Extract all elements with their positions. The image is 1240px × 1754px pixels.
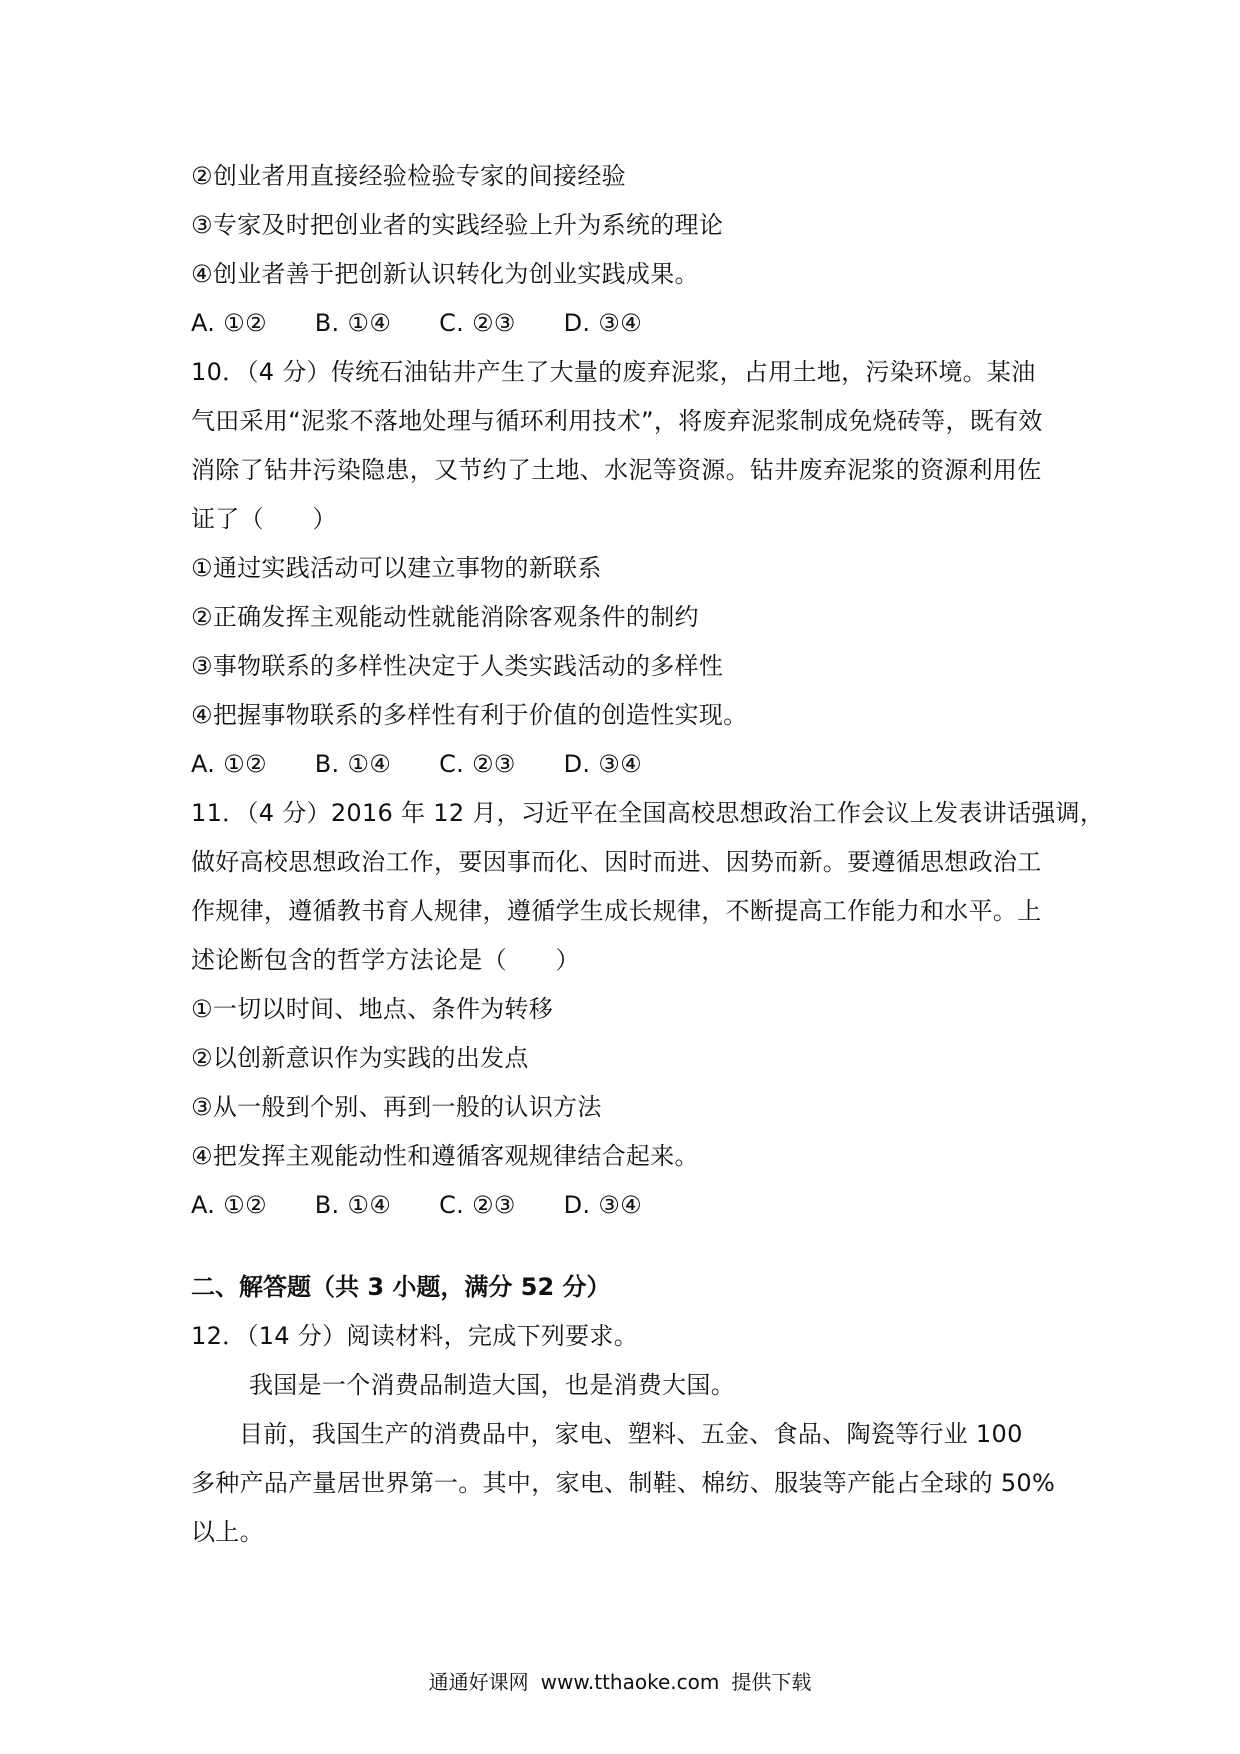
q11-item-3: ③从一般到个别、再到一般的认识方法 — [191, 1093, 602, 1121]
q11-option-d: D. ③④ — [563, 1191, 642, 1219]
q10-option-b: B. ①④ — [314, 750, 392, 778]
q12-stem: 12．（14 分）阅读材料，完成下列要求。 — [191, 1322, 639, 1350]
q10-stem-line-2: 气田采用“泥浆不落地处理与循环利用技术”，将废弃泥浆制成免烧砖等，既有效 — [191, 407, 1043, 435]
q9-option-b: B. ①④ — [314, 309, 392, 337]
q10-stem-line-1: 10．（4 分）传统石油钻井产生了大量的废弃泥浆，占用土地，污染环境。某油 — [191, 358, 1036, 386]
q9-item-3: ③专家及时把创业者的实践经验上升为系统的理论 — [191, 211, 724, 239]
question-11 — [191, 789, 1105, 1230]
q11-option-a: A. ①② — [191, 1191, 267, 1219]
q12-paragraph-1: 我国是一个消费品制造大国，也是消费大国。 — [249, 1371, 735, 1399]
q10-option-d: D. ③④ — [563, 750, 642, 778]
q9-option-d: D. ③④ — [563, 309, 642, 337]
footer-note: 提供下载 — [731, 1670, 812, 1694]
q9-item-2: ②创业者用直接经验检验专家的间接经验 — [191, 162, 626, 190]
q9-option-a: A. ①② — [191, 309, 267, 337]
q10-item-4: ④把握事物联系的多样性有利于价值的创造性实现。 — [191, 701, 748, 729]
q11-option-b: B. ①④ — [314, 1191, 392, 1219]
q12-paragraph-2-line-1: 目前，我国生产的消费品中，家电、塑料、五金、食品、陶瓷等行业 100 — [239, 1420, 1023, 1448]
q11-item-1: ①一切以时间、地点、条件为转移 — [191, 995, 554, 1023]
q12-paragraph-2-line-3: 以上。 — [191, 1518, 264, 1546]
q11-options — [191, 1181, 1061, 1230]
question-10 — [191, 348, 1061, 789]
q11-stem-line-2: 做好高校思想政治工作，要因事而化、因时而进、因势而新。要遵循思想政治工 — [191, 848, 1042, 876]
page-footer — [0, 1668, 1240, 1696]
q10-stem-line-4: 证了（ ） — [191, 505, 337, 533]
q11-option-c: C. ②③ — [439, 1191, 516, 1219]
q10-item-3: ③事物联系的多样性决定于人类实践活动的多样性 — [191, 652, 724, 680]
q9-option-c: C. ②③ — [439, 309, 516, 337]
question-12 — [191, 1312, 1061, 1557]
q11-stem-line-3: 作规律，遵循教书育人规律，遵循学生成长规律，不断提高工作能力和水平。上 — [191, 897, 1042, 925]
footer-site-name: 通通好课网 — [428, 1670, 529, 1694]
q10-item-1: ①通过实践活动可以建立事物的新联系 — [191, 554, 602, 582]
q12-paragraph-2-line-2: 多种产品产量居世界第一。其中，家电、制鞋、棉纺、服装等产能占全球的 50% — [191, 1469, 1056, 1497]
q10-item-2: ②正确发挥主观能动性就能消除客观条件的制约 — [191, 603, 699, 631]
q9-options — [191, 299, 1061, 348]
q10-option-a: A. ①② — [191, 750, 267, 778]
q11-item-4: ④把发挥主观能动性和遵循客观规律结合起来。 — [191, 1142, 699, 1170]
question-9-tail — [191, 152, 1061, 348]
q11-stem-line-4: 述论断包含的哲学方法论是（ ） — [191, 946, 580, 974]
footer-url[interactable]: www.tthaoke.com — [540, 1670, 720, 1694]
q9-item-4: ④创业者善于把创新认识转化为创业实践成果。 — [191, 260, 699, 288]
q11-item-2: ②以创新意识作为实践的出发点 — [191, 1044, 529, 1072]
q11-stem-line-1: 11．（4 分）2016 年 12 月，习近平在全国高校思想政治工作会议上发表讲话强调， — [191, 799, 1105, 827]
section-2-title: 二、解答题（共 3 小题，满分 52 分） — [191, 1273, 611, 1301]
q10-stem-line-3: 消除了钻井污染隐患，又节约了土地、水泥等资源。钻井废弃泥浆的资源利用佐 — [191, 456, 1042, 484]
q10-option-c: C. ②③ — [439, 750, 516, 778]
page-content — [191, 152, 1105, 1557]
q10-options — [191, 740, 1061, 789]
